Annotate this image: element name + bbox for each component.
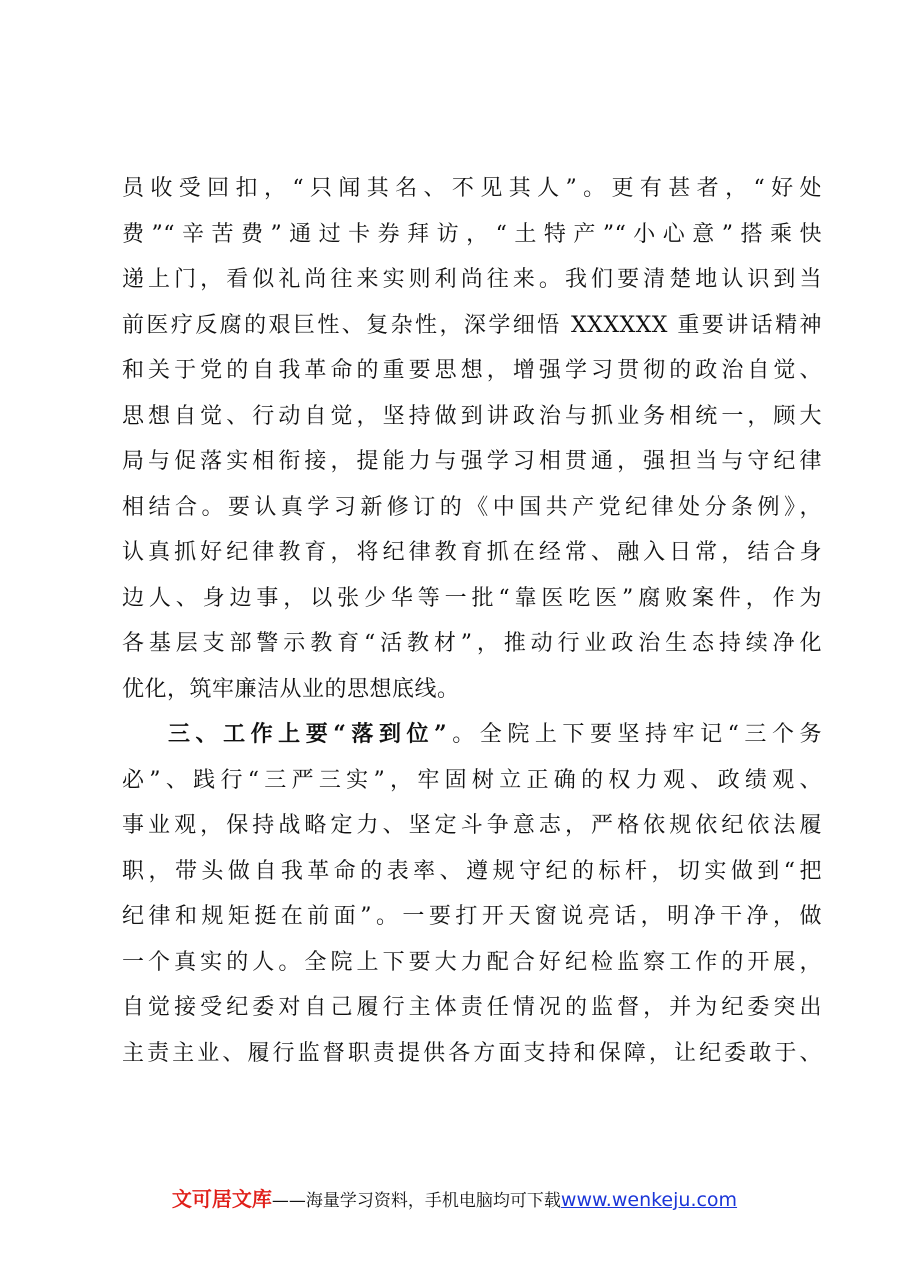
text-line: 员收受回扣，“只闻其名、不见其人”。更有甚者，“好处 [122,176,822,201]
text-line: 职，带头做自我革命的表率、遵规守纪的标杆，切实做到“把 [122,858,822,884]
section-heading: 三、工作上要“落到位” [168,721,448,747]
footer-tagline: ——海量学习资料，手机电脑均可下载 [271,1191,561,1211]
text-line: 主责主业、履行监督职责提供各方面支持和保障，让纪委敢于、 [122,1040,822,1066]
text-line: 各基层支部警示教育“活教材”，推动行业政治生态持续净化 [122,631,822,656]
footer-url-link[interactable]: www.wenkeju.com [560,1189,738,1211]
text-line: 一个真实的人。全院上下要大力配合好纪检监察工作的开展， [122,949,822,975]
text-line: 事业观，保持战略定力、坚定斗争意志，严格依规依纪依法履 [122,813,822,838]
footer-brand: 文可居文库 [171,1187,272,1211]
text-line: 边人、身边事，以张少华等一批“靠医吃医”腐败案件，作为 [122,585,822,611]
text-line: 相结合。要认真学习新修订的《中国共产党纪律处分条例》， [122,494,822,520]
text-line: 费”“辛苦费”通过卡券拜访，“土特产”“小心意”搭乘快 [122,221,822,247]
text-line: 前医疗反腐的艰巨性、复杂性，深学细悟 XXXXXX 重要讲话精神 [122,312,822,338]
text-fragment: 。全院上下要坚持牢记“三个务 [447,722,822,747]
text-line: 递上门，看似礼尚往来实则利尚往来。我们要清楚地认识到当 [122,267,822,292]
text-line: 自觉接受纪委对自己履行主体责任情况的监督，并为纪委突出 [122,995,822,1020]
text-line: 局与促落实相衔接，提能力与强学习相贯通，强担当与守纪律 [122,449,822,474]
text-line: 必”、践行“三严三实”，牢固树立正确的权力观、政绩观、 [122,767,822,793]
document-body [122,166,822,1076]
text-line: 思想自觉、行动自觉，坚持做到讲政治与抓业务相统一，顾大 [122,403,822,429]
section-heading-line [122,712,822,758]
text-line: 优化，筑牢廉洁从业的思想底线。 [122,676,460,702]
text-line: 认真抓好纪律教育，将纪律教育抓在经常、融入日常，结合身 [122,540,822,565]
text-line: 和关于党的自我革命的重要思想，增强学习贯彻的政治自觉、 [122,358,822,383]
footer-banner [0,1183,909,1212]
text-line: 纪律和规矩挺在前面”。一要打开天窗说亮话，明净干净，做 [122,904,822,929]
